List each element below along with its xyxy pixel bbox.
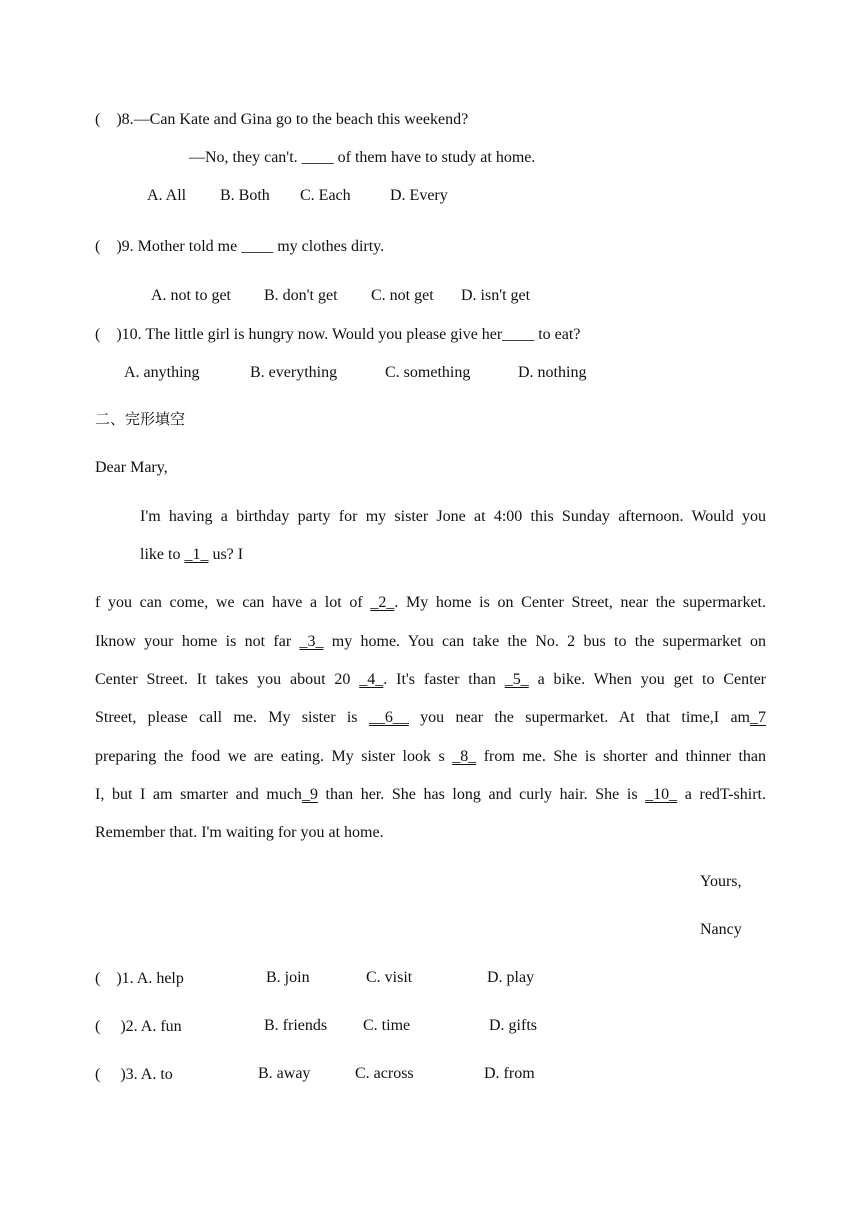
blank-7: _7 — [750, 709, 767, 726]
option-a: A. anything — [124, 364, 200, 381]
blank-4: _4_ — [359, 671, 384, 688]
letter-closing: Yours, — [700, 873, 742, 890]
option-c: C. visit — [366, 969, 413, 986]
option-d: D. nothing — [518, 364, 587, 381]
blank-10: _10_ — [645, 786, 678, 803]
passage-line-3: f you can come, we can have a lot of _2_. My home is on Center Street, near the supermarket. — [95, 594, 767, 611]
option-a: A. All — [147, 187, 187, 204]
option-b: B. friends — [264, 1017, 328, 1034]
question-stem: 10. The little girl is hungry now. Would you please give her____ to eat? — [121, 326, 581, 343]
option-d: D. gifts — [489, 1017, 537, 1034]
cloze-question-3: ( )3. A. to — [95, 1066, 173, 1083]
option-a: A. not to get — [151, 287, 231, 304]
answer-paren: ( ) — [95, 326, 122, 343]
blank-1: _1_ — [184, 546, 209, 563]
blank-2: _2_ — [370, 594, 395, 611]
option-c: C. something — [385, 364, 471, 381]
answer-paren: ( ) — [95, 1018, 126, 1035]
question-stem: 9. Mother told me ____ my clothes dirty. — [121, 238, 385, 255]
question-8-reply: —No, they can't. ____ of them have to study at home. — [189, 149, 536, 166]
option-b: B. away — [258, 1065, 311, 1082]
passage-line-2: like to _1_ us? I — [140, 546, 244, 563]
cloze-question-1: ( )1. A. help — [95, 970, 184, 987]
option-b: B. everything — [250, 364, 338, 381]
passage-line-5: Center Street. It takes you about 20 _4_. It's faster than _5_ a bike. When you get to Center — [95, 671, 767, 688]
question-stem: 8.—Can Kate and Gina go to the beach this weekend? — [121, 111, 469, 128]
option-c: C. time — [363, 1017, 411, 1034]
blank-5: _5_ — [504, 671, 529, 688]
passage-line-6: Street, please call me. My sister is __6__ you near the supermarket. At that time,I am_7 — [95, 709, 767, 726]
passage-line-4: Iknow your home is not far _3_ my home. You can take the No. 2 bus to the supermarket on — [95, 633, 766, 650]
blank-6: __6__ — [368, 709, 409, 726]
option-d: D. Every — [390, 187, 448, 204]
answer-paren: ( ) — [95, 111, 122, 128]
option-c: C. Each — [300, 187, 351, 204]
option-d: D. from — [484, 1065, 535, 1082]
question-8 — [95, 110, 468, 130]
passage-line-8: I, but I am smarter and much_9 than her. She has long and curly hair. She is _10_ a redT-shirt. — [95, 786, 767, 803]
answer-paren: ( ) — [95, 1066, 126, 1083]
option-b: B. join — [266, 969, 310, 986]
passage-line-9: Remember that. I'm waiting for you at home. — [95, 824, 384, 841]
option-d: D. isn't get — [461, 287, 531, 304]
section-heading: 二、完形填空 — [95, 410, 186, 428]
passage-line-1: I'm having a birthday party for my sister Jone at 4:00 this Sunday afternoon. Would you — [140, 508, 766, 525]
letter-greeting: Dear Mary, — [95, 459, 168, 476]
question-9 — [95, 237, 384, 257]
blank-9: _9 — [301, 786, 318, 803]
option-b: B. Both — [220, 187, 270, 204]
letter-signature: Nancy — [700, 921, 742, 938]
option-c: C. across — [355, 1065, 414, 1082]
blank-3: _3_ — [299, 633, 324, 650]
option-c: C. not get — [371, 287, 434, 304]
option-b: B. don't get — [264, 287, 338, 304]
answer-paren: ( ) — [95, 970, 122, 987]
passage-line-7: preparing the food we are eating. My sister look s _8_ from me. She is shorter and thinner than — [95, 748, 766, 765]
blank-8: _8_ — [452, 748, 477, 765]
answer-paren: ( ) — [95, 238, 122, 255]
question-10 — [95, 325, 580, 345]
option-d: D. play — [487, 969, 535, 986]
cloze-question-2: ( )2. A. fun — [95, 1018, 182, 1035]
